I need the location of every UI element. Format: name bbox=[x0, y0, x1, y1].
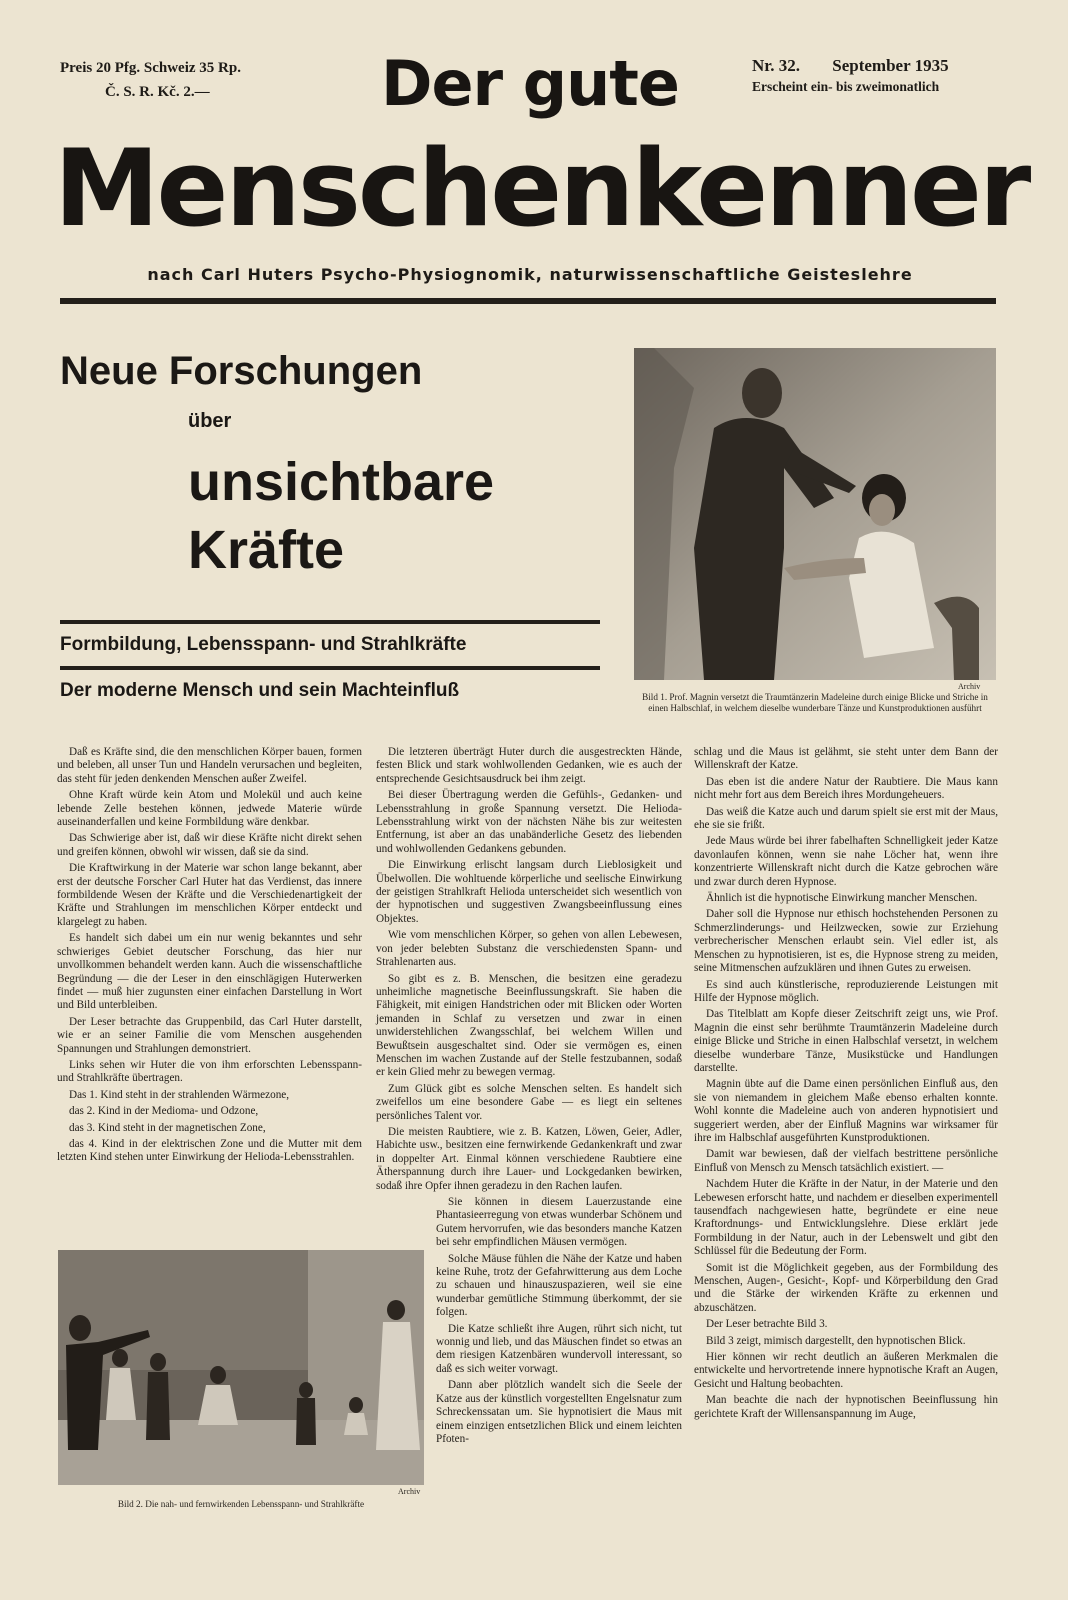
issue-info bbox=[752, 56, 1002, 95]
col2-para-7: Die meisten Raubtiere, wie z. B. Katzen, Löwen, Geier, Adler, Habichte usw., besitzen eine fernwirkende Gedankenkraft und zwar in doppelter Art. Einmal können verschiedene Raubtiere eine Ätherspannung durch ihre Lauer- und Lockgedanken bewirken, sodaß ihre Opfer ihnen geradezu in den Rachen laufen. bbox=[376, 1125, 682, 1192]
col1-para-3: Das Schwierige aber ist, daß wir diese Kräfte nicht direkt sehen und greifen können, obwohl wir wissen, daß sie da sind. bbox=[57, 832, 362, 858]
col3-para-9: Magnin übte auf die Dame einen persönlichen Einfluß aus, den sie von niemandem in gleichem Maße ebenso erhalten konnte. Wohl konnte die Madeleine auch von anderen hypnotisiert und suggeriert werden, aber der Einfluß Magnins war wirksamer für ihre im Halbschlaf ausgeführten Kunstproduktionen. bbox=[694, 1078, 998, 1144]
price-line-2: Č. S. R. Kč. 2.— bbox=[105, 84, 210, 100]
col2-para-4: Wie vom menschlichen Körper, so gehen von allen Lebewesen, von jeder belebten Substanz die verschiedensten Spann- und Strahlenarten aus. bbox=[376, 929, 682, 969]
photo2-caption: Bild 2. Die nah- und fernwirkenden Lebensspann- und Strahlkräfte bbox=[117, 1499, 365, 1509]
col1-para-4: Die Kraftwirkung in der Materie war schon lange bekannt, aber erst der deutsche Forscher Carl Huter hat das Verdienst, das innere formbildende Wesen der Kräfte und die Verschiedenartigkeit der Kräfte und Strahlungen im menschlichen Körper entdeckt und klargelegt zu haben. bbox=[57, 862, 362, 928]
col3-para-8: Das Titelblatt am Kopfe dieser Zeitschrift zeigt uns, wie Prof. Magnin die einst sehr berühmte Traumtänzerin Madeleine durch einige Blicke und Striche in einen Halbschlaf versetzt, in welchem dieselbe wunderbare Tänze, Musikstücke und Handlungen darstellte. bbox=[694, 1008, 998, 1074]
col2-wrap-block bbox=[436, 1196, 682, 1446]
masthead-rule bbox=[60, 298, 996, 304]
col3-para-7: Es sind auch künstlerische, reproduzierende Leistungen mit Hilfe der Hypnose möglich. bbox=[694, 978, 998, 1004]
col1-para-2: Ohne Kraft würde kein Atom und Molekül und auch keine lebende Zelle bestehen können, jedwede Materie würde auseinanderfallen und keine Formbildung wäre denkbar. bbox=[57, 789, 362, 829]
col3-para-10: Damit war bewiesen, daß der vielfach bestrittene persönliche Einfluß von Mensch zu Mensch tatsächlich existiert. — bbox=[694, 1148, 998, 1174]
headline-line3: unsichtbare bbox=[188, 452, 495, 512]
col2-para-5: So gibt es z. B. Menschen, die besitzen eine geradezu unheimliche magnetische Beeinflussungskraft. Sie haben die Fähigkeit, mit einigen Handstrichen oder mit Blicken oder Worten jemanden in Schlaf zu versetzen und zwar in einen unwiderstehlichen Zwangsschlaf, bei welchem Willen und Bewußtsein ausgeschaltet sind. Oder sie vermögen es, einen Menschen im wachen Zustande auf der Stelle festzubannen, sodaß er kein Glied mehr zu bewegen vermag. bbox=[376, 972, 682, 1079]
col3-para-5: Ähnlich ist die hypnotische Einwirkung mancher Menschen. bbox=[706, 892, 978, 905]
col1-para-8: Das 1. Kind steht in der strahlenden Wärmezone, bbox=[69, 1088, 290, 1101]
masthead-subtitle: nach Carl Huters Psycho-Physiognomik, naturwissenschaftliche Geisteslehre bbox=[147, 265, 913, 284]
issue-number: Nr. 32. bbox=[752, 56, 801, 75]
article-column-1 bbox=[57, 746, 362, 1168]
photo2-credit: Archiv bbox=[398, 1487, 421, 1496]
headline-subhead-2: Der moderne Mensch und sein Machteinfluß bbox=[60, 680, 460, 701]
photo-huter-family-image bbox=[58, 1250, 424, 1485]
price-line-1: Preis 20 Pfg. Schweiz 35 Rp. bbox=[60, 60, 241, 76]
masthead-title-line1: Der gute bbox=[381, 47, 679, 120]
photo-huter-family bbox=[58, 1250, 424, 1485]
article-column-2 bbox=[376, 746, 682, 1449]
col3-para-2: Das eben ist die andere Natur der Raubtiere. Die Maus kann nicht mehr fort aus dem Bereich ihres Mordungeheuers. bbox=[694, 775, 998, 802]
col3-para-13: Der Leser betrachte Bild 3. bbox=[706, 1318, 828, 1331]
headline-rule-2 bbox=[60, 666, 600, 670]
col2-para-2: Bei dieser Übertragung werden die Gefühls-, Gedanken- und Lebensstrahlung in große Spannung versetzt. Die Helioda-Lebensstrahlung wirkt von der nächsten Nähe bis zur weitesten Entfernung, ist aber an das unabänderliche Gesetz des liebenden und wohlwollenden Gedankens gebunden. bbox=[376, 789, 682, 855]
col2-para-10: Die Katze schließt ihre Augen, rührt sich nicht, tut wonnig und lieb, und das Mäuschen findet so etwas an dem riesigen Katzenbären wundervoll interessant, so daß es sich weiter vorwagt. bbox=[436, 1322, 682, 1375]
col2-para-3: Die Einwirkung erlischt langsam durch Lieblosigkeit und Übelwollen. Die wohltuende körperliche und seelische Einwirkung der geistigen Strahlkraft Helioda unterscheidet sich wesentlich von der hypnotischen und suggestiven Zwangsbeeinflussung eines Objektes. bbox=[376, 859, 682, 925]
col1-para-11: das 4. Kind in der elektrischen Zone und die Mutter mit dem letzten Kind stehen unter Einwirkung der Helioda-Lebensstrahlen. bbox=[57, 1137, 362, 1164]
photo-magnin-madeleine bbox=[634, 348, 996, 680]
col3-para-3: Das weiß die Katze auch und darum spielt sie erst mit der Maus, ehe sie sie frißt. bbox=[694, 805, 998, 832]
col1-para-1: Daß es Kräfte sind, die den menschlichen Körper bauen, formen und beleben, all unser Tun und Handeln verursachen und begleiten, das steht für jeden denkenden Menschen außer Zweifel. bbox=[57, 746, 362, 785]
col1-para-10: das 3. Kind steht in der magnetischen Zone, bbox=[69, 1121, 266, 1134]
col3-para-6: Daher soll die Hypnose nur ethisch hochstehenden Personen zu Schmerzlinderungs- und Heilzwecken, sowie zur Erziehung verbrecherischer Menschen erlaubt sein. Viel edler ist, als Menschen zu hypnotisieren, ist es, die Hypnose streng zu meiden, seine Mitmenschen aufzuklären und ihnen Gutes zu erweisen. bbox=[694, 908, 998, 975]
col2-para-11: Dann aber plötzlich wandelt sich die Seele der Katze aus der künstlich vorgestellten Engelsnatur zum Schreckenssatan um. Sie hypnotisiert die Maus mit einem einzigen entsetzlichen Blick und einem leichten Pfoten- bbox=[436, 1379, 682, 1445]
headline-line2: über bbox=[188, 410, 232, 432]
price-info bbox=[60, 56, 290, 104]
headline-line1: Neue Forschungen bbox=[60, 349, 423, 393]
col1-para-9: das 2. Kind in der Medioma- und Odzone, bbox=[69, 1105, 259, 1118]
col2-para-8: Sie können in diesem Lauerzustande eine Phantasieerregung von etwas wunderbar Schönem und Gutem hervorrufen, wie das besonders manche Katzen bei sehr empfindlichen Mäusen vermögen. bbox=[436, 1196, 682, 1249]
col2-para-1: Die letzteren überträgt Huter durch die ausgestreckten Hände, festen Blick und stark wohlwollenden Gedanken, wie es auch der entsprechende Gesichtsausdruck bei ihm zeigt. bbox=[376, 746, 682, 785]
col3-para-11: Nachdem Huter die Kräfte in der Natur, in der Materie und den Lebewesen erforscht hatte, und nachdem er dieselben experimentell tausendfach nachgewiesen hatte, begründete er eine neue Kraftordnungs- und Entwicklungslehre. Diese erklärt jede Formbildung in der Natur, auch in der Lebenswelt und gibt den Schlüssel für die Bedeutung der Form. bbox=[694, 1178, 998, 1258]
col3-para-12: Somit ist die Möglichkeit gegeben, aus der Formbildung des Menschen, Augen-, Gesicht-, Kopf- und Körperbildung den Grad und die Stärke der wirkenden Kräfte zu erkennen und abzuschätzen. bbox=[694, 1261, 998, 1314]
col2-para-6: Zum Glück gibt es solche Menschen selten. Es handelt sich zweifellos um eine besondere Gabe — es liegt ein seltenes persönliches Talent vor. bbox=[376, 1082, 682, 1122]
col3-para-15: Hier können wir recht deutlich an äußeren Merkmalen die entwickelte und hervortretende innere hypnotische Kraft an Augen, Gesicht und Haltung beobachten. bbox=[694, 1351, 998, 1390]
photo1-caption: Bild 1. Prof. Magnin versetzt die Traumtänzerin Madeleine durch einige Blicke und Striche in einen Halbschlaf, in welchem dieselbe wunderbare Tänze und Kunstproduktionen ausführt bbox=[642, 692, 988, 713]
headline-line4: Kräfte bbox=[188, 520, 345, 580]
col3-para-4: Jede Maus würde bei ihrer fabelhaften Schnelligkeit jeder Katze davonlaufen können, wenn sie nahe Löcher hat, wenn ihre konzentrierte Willenskraft nicht durch die Katze gebrochen wäre und zwar durch deren Hypnose. bbox=[694, 835, 998, 888]
issue-date: September 1935 bbox=[832, 56, 949, 75]
col2-para-9: Solche Mäuse fühlen die Nähe der Katze und haben keine Ruhe, trotz der Gefahrwitterung aus dem Loche zu schauen und hinauszuspazieren, weil sie eine wunderbar gemütliche Stimmung überkommt, der sie folgen. bbox=[436, 1252, 682, 1319]
col1-para-5: Es handelt sich dabei um ein nur wenig bekanntes und sehr schwieriges Gebiet deutscher Forschung, das hier nur unvollkommen behandelt werden kann. Auch die wissenschaftliche Begründung — die der Leser in den einschlägigen Huterwerken findet — muß hier zugunsten einer einfachen Darstellung in Wort und Bild unterbleiben. bbox=[57, 932, 362, 1012]
col3-para-16: Man beachte die nach der hypnotischen Beeinflussung hin gerichtete Kraft der Willensanspannung im Auge, bbox=[694, 1394, 998, 1420]
col1-para-7: Links sehen wir Huter die von ihm erforschten Lebensspann- und Strahlkräfte übertragen. bbox=[57, 1058, 362, 1085]
photo-magnin-madeleine-image bbox=[634, 348, 996, 680]
col1-para-6: Der Leser betrachte das Gruppenbild, das Carl Huter darstellt, wie er an seiner Familie die vom Menschen ausgehenden Spannungen und Strahlungen demonstriert. bbox=[57, 1015, 362, 1055]
masthead-title-line2: Menschenkenner bbox=[54, 127, 1029, 250]
article-column-3 bbox=[694, 746, 998, 1424]
col3-para-14: Bild 3 zeigt, mimisch dargestellt, den hypnotischen Blick. bbox=[706, 1334, 966, 1347]
photo1-credit: Archiv bbox=[958, 682, 981, 691]
issue-frequency: Erscheint ein- bis zweimonatlich bbox=[752, 79, 940, 94]
headline-rule-1 bbox=[60, 620, 600, 624]
col3-para-1: schlag und die Maus ist gelähmt, sie steht unter dem Bann der Willenskraft der Katze. bbox=[694, 746, 998, 772]
headline-subhead-1: Formbildung, Lebensspann- und Strahlkräfte bbox=[60, 634, 467, 655]
